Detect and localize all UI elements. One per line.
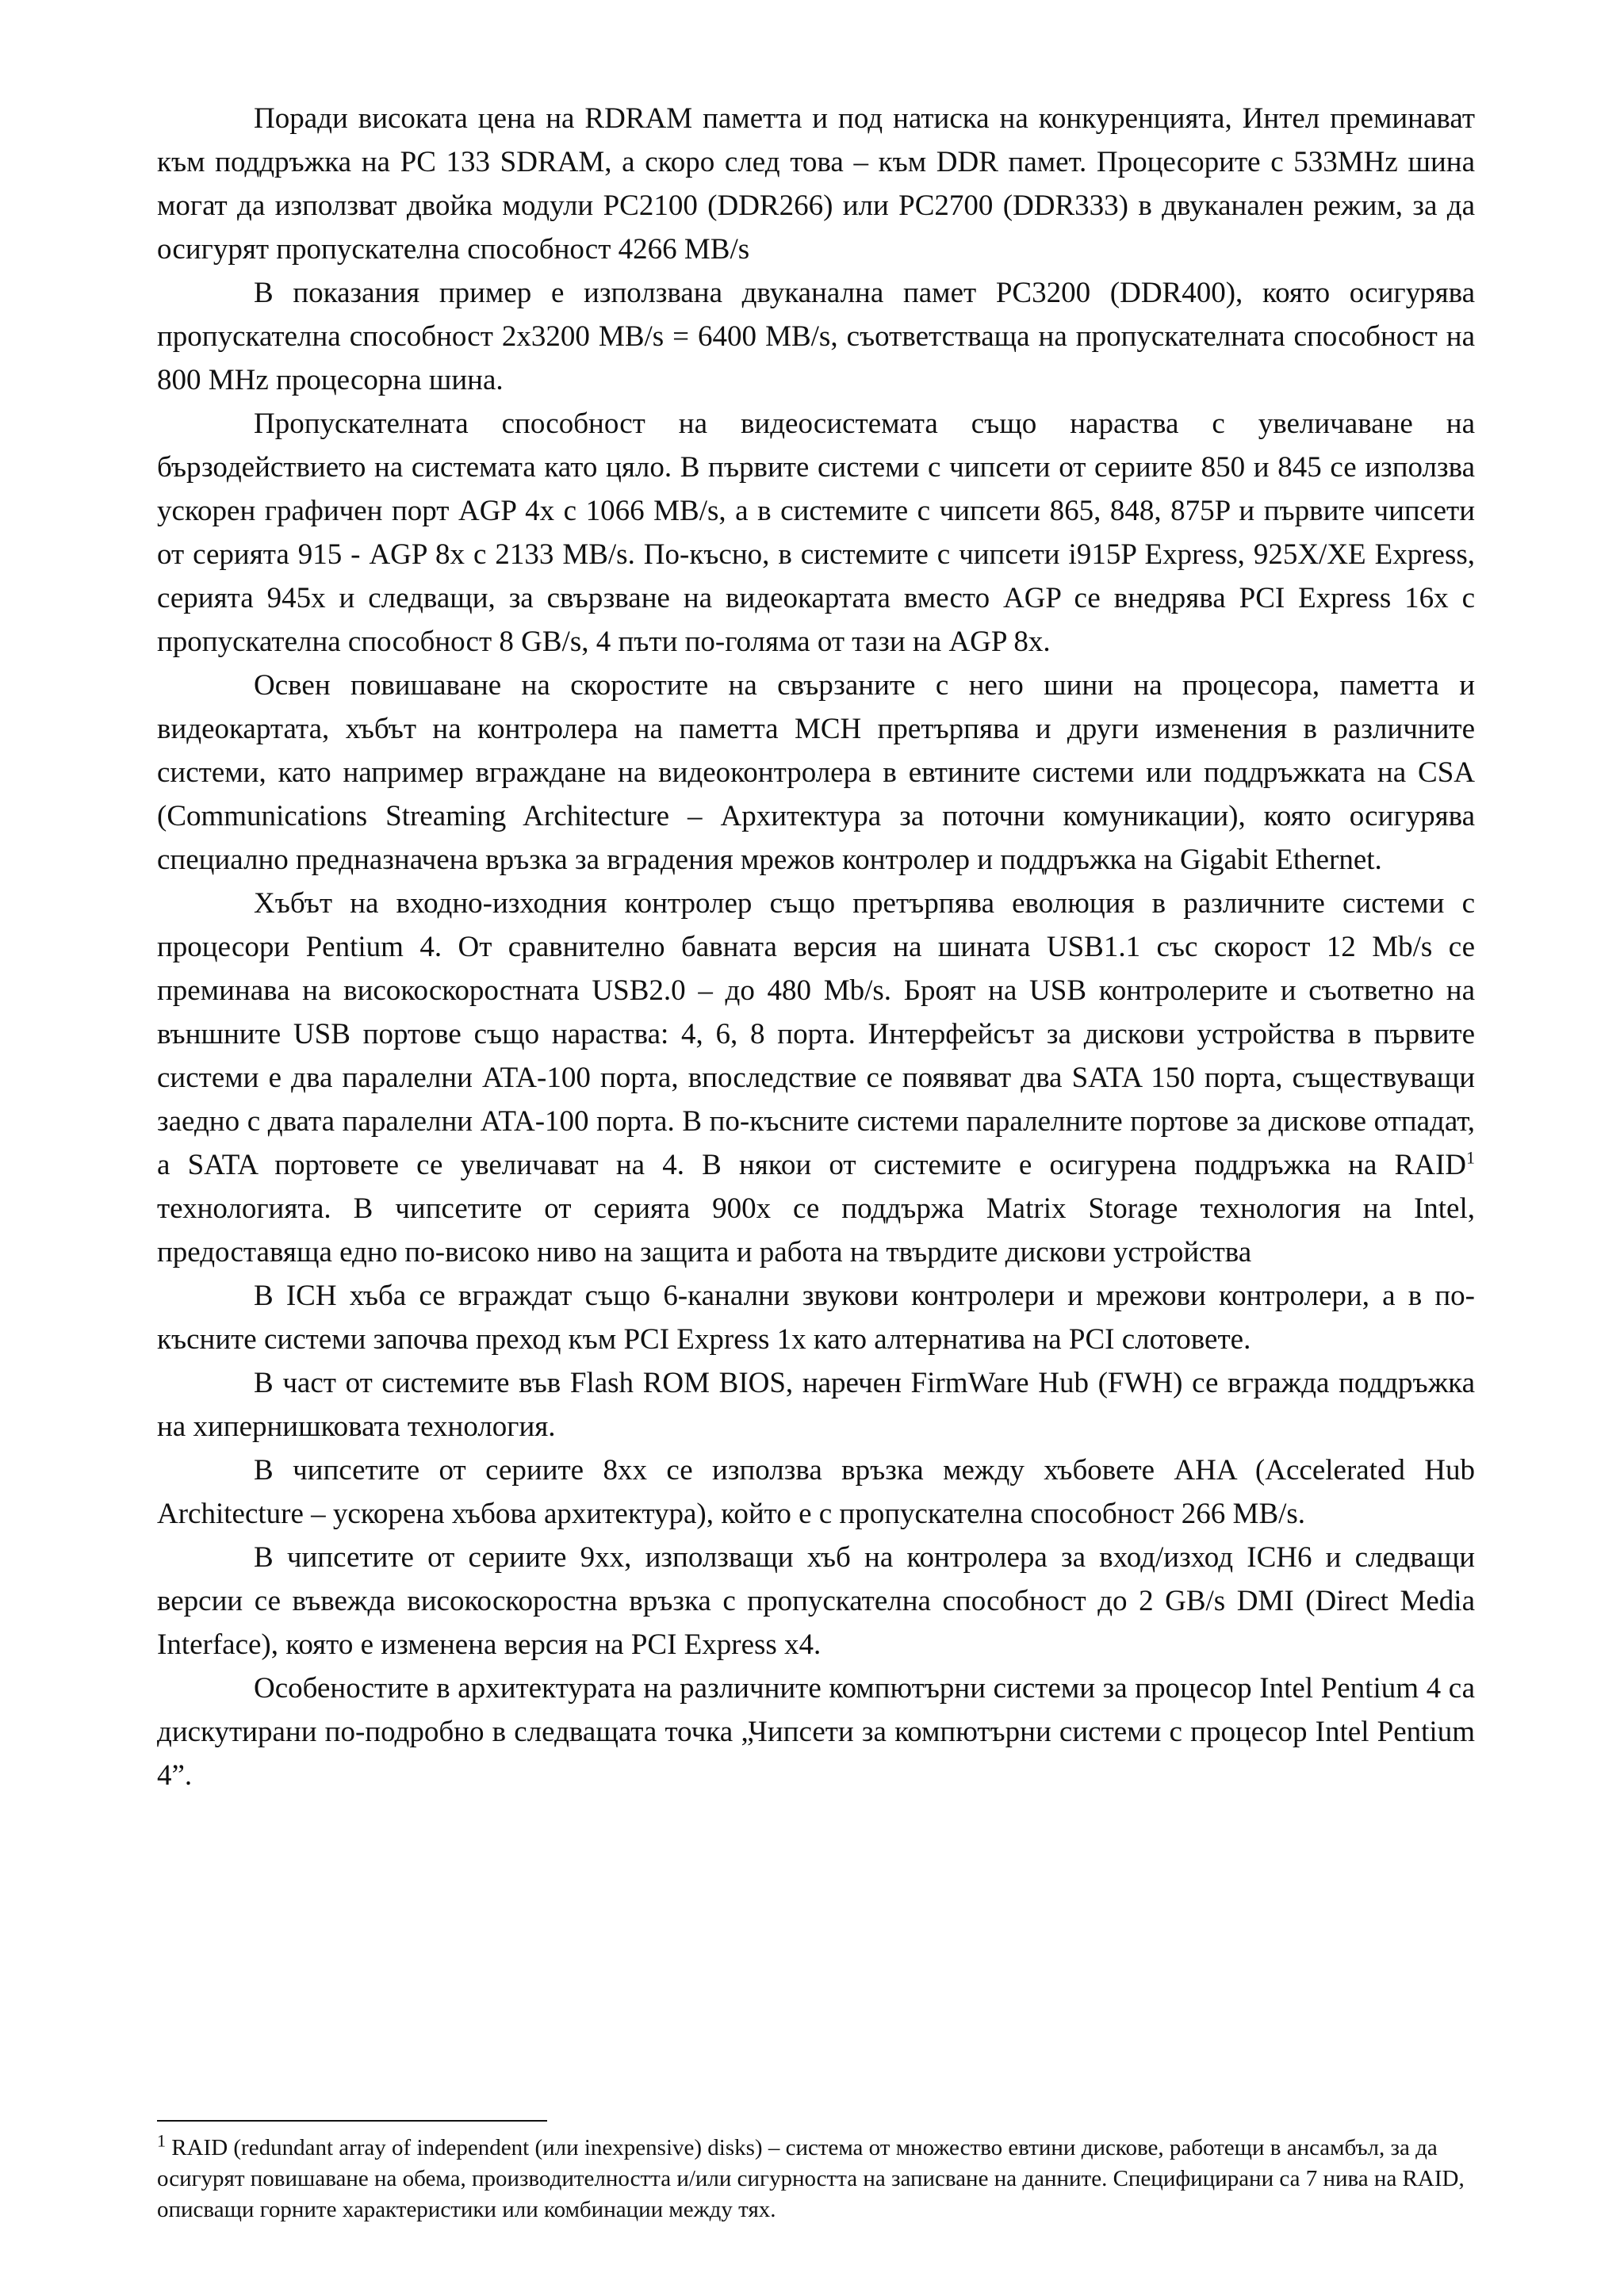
paragraph-dmi: В чипсетите от сериите 9xx, използващи хъб на контролера за вход/изход ICH6 и следващи версии се въвежда високоскоростна връзка с пропускателна способност до 2 GB/s DMI (Direct Media Interface), която е изменена версия на PCI Express x4. <box>157 1541 1475 1661</box>
paragraph-ich-evolution <box>157 882 1475 1274</box>
paragraph-conclusion: Особеностите в архитектурата на различните компютърни системи за процесор Intel Pentium 4 са дискутирани по-подробно в следващата точка „Чипсети за компютърни системи с процесор Intel Pentium 4”. <box>157 1672 1475 1792</box>
footnote-text: RAID (redundant array of independent (или inexpensive) disks) – система от множество евтини дискове, работещи в ансамбъл, за да осигурят повишаване на обема, производителността и/или сигурността на записване на данните. Специфицирани са 7 нива на RAID, описващи горните характеристики или комбинации между тях. <box>157 2135 1465 2222</box>
paragraph-aha: В чипсетите от сериите 8xx се използва връзка между хъбовете AHA (Accelerated Hub Architecture – ускорена хъбова архитектура), който е с пропускателна способност 266 MB/s. <box>157 1454 1475 1530</box>
footnote-separator <box>157 2120 547 2122</box>
paragraph-fwh: В част от системите във Flash ROM BIOS, наречен FirmWare Hub (FWH) се вгражда поддръжка на хипернишковата технология. <box>157 1367 1475 1443</box>
body-text <box>157 97 1475 1797</box>
paragraph-ich-text-before: Хъбът на входно-изходния контролер също претърпява еволюция в различните системи с процесори Pentium 4. От сравнително бавната версия на шината USB1.1 със скорост 12 Mb/s се преминава на високоскоростната USB2.0 – до 480 Mb/s. Броят на USB контролерите и съответно на външните USB портове също нараства: 4, 6, 8 порта. Интерфейсът за дискови устройства в първите системи е два паралелни ATA-100 порта, впоследствие се появяват два SATA 150 порта, съществуващи заедно с двата паралелни ATA-100 порта. В по-късните системи паралелните портове за дискове отпадат, а SATA портовете се увеличават на 4. В някои от системите е осигурена поддръжка на RAID <box>157 887 1475 1181</box>
footnote-marker: 1 <box>157 2130 166 2151</box>
paragraph-rdram: Поради високата цена на RDRAM паметта и под натиска на конкуренцията, Интел преминават към поддръжка на PC 133 SDRAM, а скоро след това – към DDR памет. Процесорите с 533MHz шина могат да използват двойка модули PC2100 (DDR266) или PC2700 (DDR333) в двуканален режим, за да осигурят пропускателна способност 4266 MB/s <box>157 102 1475 266</box>
paragraph-video-bandwidth: Пропускателната способност на видеосистемата също нараства с увеличаване на бързодействието на системата като цяло. В първите системи с чипсети от сериите 850 и 845 се използва ускорен графичен порт AGP 4x с 1066 MB/s, а в системите с чипсети 865, 848, 875P и първите чипсети от серията 915 - AGP 8x с 2133 MB/s. По-късно, в системите с чипсети i915P Express, 925X/XE Express, серията 945x и следващи, за свързване на видеокартата вместо AGP се внедрява PCI Express 16x с пропускателна способност 8 GB/s, 4 пъти по-голяма от тази на AGP 8x. <box>157 408 1475 658</box>
paragraph-ich-text-after: технологията. В чипсетите от серията 900x се поддържа Matrix Storage технология на Intel, предоставяща едно по-високо ниво на защита и работа на твърдите дискови устройства <box>157 1192 1475 1269</box>
footnote <box>157 2130 1475 2225</box>
footnote-reference: 1 <box>1466 1147 1475 1168</box>
paragraph-dual-channel: В показания пример е използвана двуканална памет PC3200 (DDR400), която осигурява пропускателна способност 2x3200 MB/s = 6400 MB/s, съответстваща на пропускателната способност на 800 MHz процесорна шина. <box>157 277 1475 396</box>
paragraph-ich-audio: В ICH хъба се вграждат също 6-канални звукови контролери и мрежови контролери, а в по-късните системи започва преход към PCI Express 1x като алтернатива на PCI слотовете. <box>157 1280 1475 1356</box>
paragraph-mch: Освен повишаване на скоростите на свързаните с него шини на процесора, паметта и видеокартата, хъбът на контролера на паметта MCH претърпява и други изменения в различните системи, като например вграждане на видеоконтролера в евтините системи или поддръжката на CSA (Communications Streaming Architecture – Архитектура за поточни комуникации), която осигурява специално предназначена връзка за вградения мрежов контролер и поддръжка на Gigabit Ethernet. <box>157 669 1475 876</box>
